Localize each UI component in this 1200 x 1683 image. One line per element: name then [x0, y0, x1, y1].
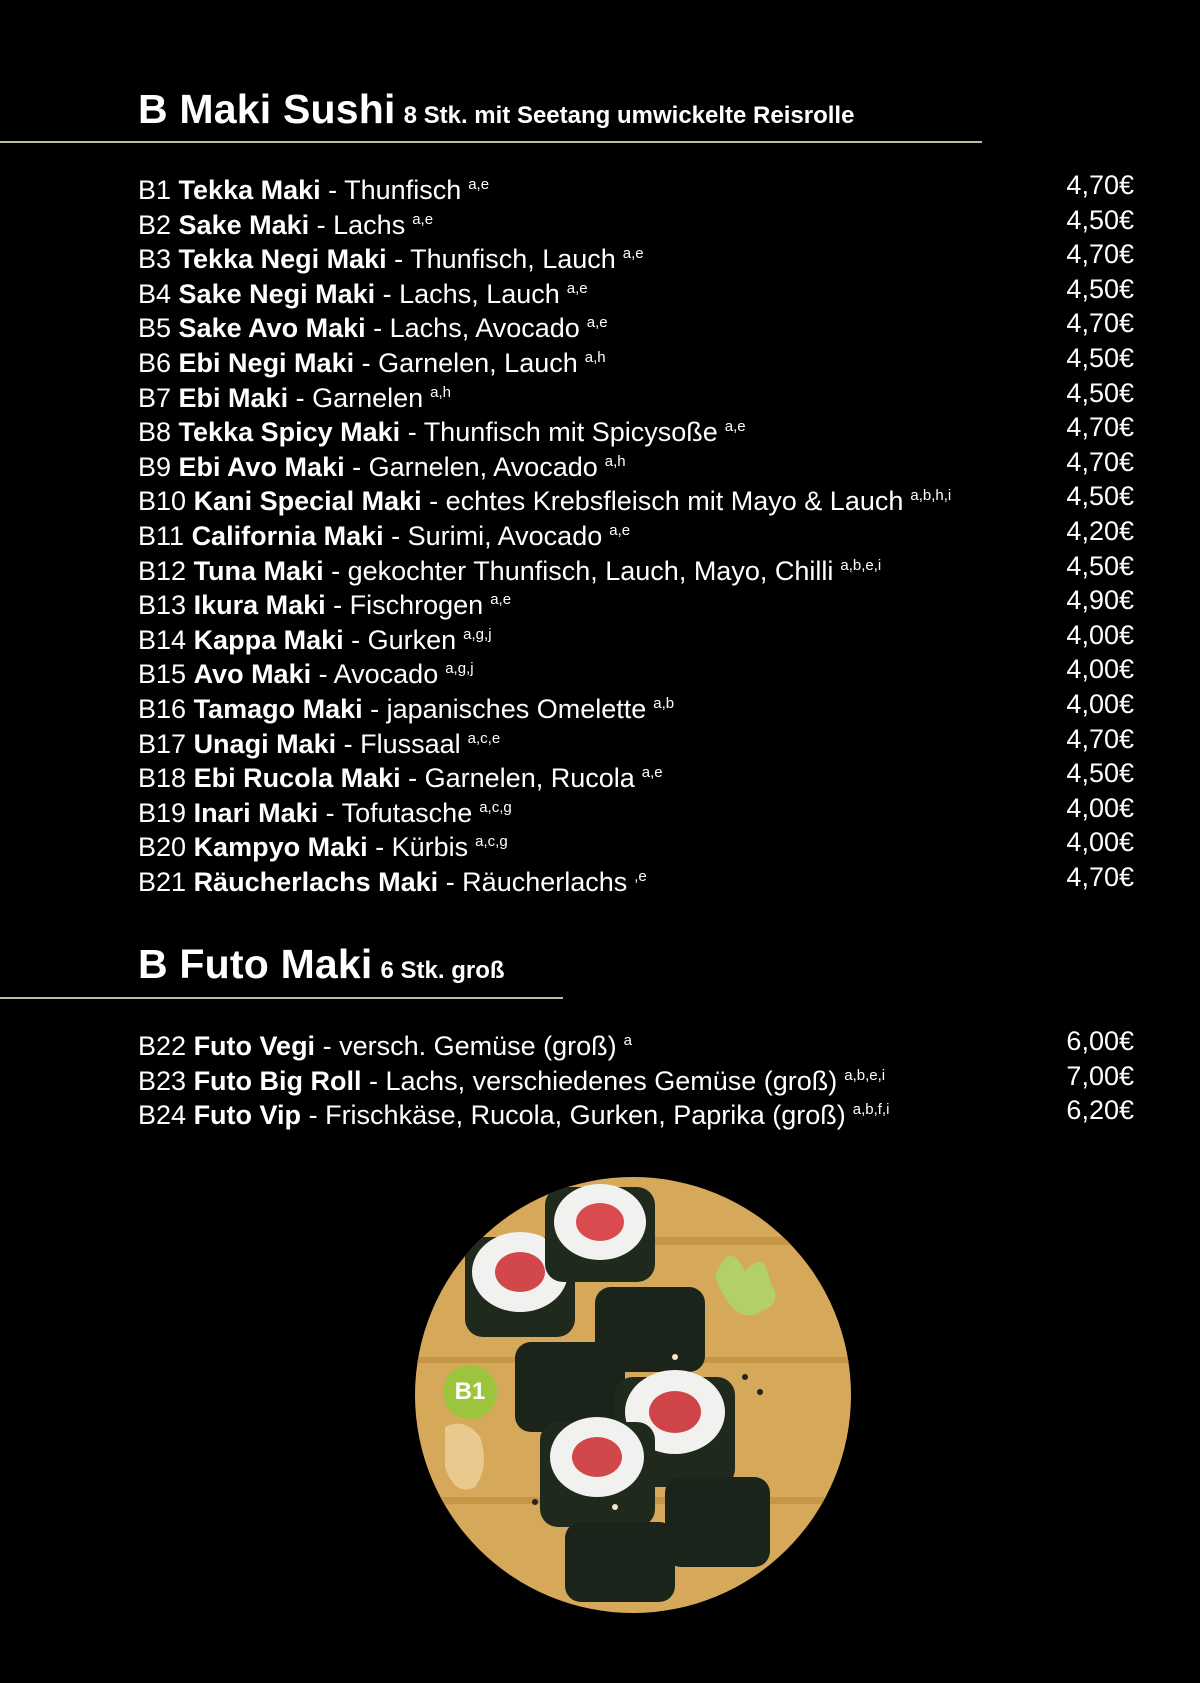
item-allergens: a,g,j: [445, 660, 474, 678]
item-allergens: a,b,h,i: [910, 487, 952, 505]
item-allergens: a,c,e: [467, 729, 501, 747]
item-name: Ebi Avo Maki: [178, 451, 345, 482]
item-price: 6,00€: [1066, 1026, 1134, 1056]
item-description: - Garnelen, Avocado: [352, 451, 598, 482]
item-price: 6,20€: [1066, 1095, 1134, 1126]
item-name: Kampyo Maki: [193, 832, 368, 863]
item-description: - Surimi, Avocado: [391, 520, 603, 551]
menu-item: [138, 410, 1134, 448]
item-name: California Maki: [191, 520, 384, 551]
menu-item: [138, 756, 1134, 794]
item-code: B1: [138, 175, 172, 205]
menu-item: [138, 514, 1134, 549]
item-allergens: a,e: [641, 764, 663, 782]
menu-item: [138, 445, 1134, 480]
item-name: Kappa Maki: [193, 624, 344, 655]
menu-item: [138, 272, 1134, 307]
item-name: Ebi Maki: [178, 382, 289, 413]
item-name: Ebi Negi Maki: [178, 347, 355, 378]
item-name: Ikura Maki: [193, 590, 326, 621]
item-allergens: a,e: [724, 418, 746, 436]
menu-item: [138, 652, 1134, 690]
item-description: - Räucherlachs: [445, 866, 628, 897]
menu-item: [138, 306, 1134, 344]
item-description: - echtes Krebsfleisch mit Mayo & Lauch: [429, 486, 904, 517]
item-code-badge: B1: [443, 1365, 497, 1419]
item-price: 4,70€: [1066, 861, 1134, 892]
item-name: Ebi Rucola Maki: [193, 763, 401, 794]
item-code: B15: [138, 659, 187, 690]
item-name: Inari Maki: [193, 797, 319, 828]
item-code: B19: [138, 797, 187, 828]
menu-item: [138, 1059, 1134, 1094]
item-code: B21: [138, 866, 187, 897]
item-allergens: a: [623, 1032, 632, 1049]
futo-menu-list: [138, 1024, 1134, 1131]
menu-item: [138, 341, 1134, 376]
item-price: 4,70€: [1066, 412, 1134, 443]
section-subtitle: 6 Stk. groß: [380, 957, 505, 984]
item-code: B10: [138, 486, 187, 517]
menu-item: [138, 549, 1134, 584]
item-code: B17: [138, 728, 187, 759]
item-description: - Kürbis: [375, 832, 469, 863]
maki-menu-list: [138, 168, 1134, 897]
item-allergens: a,e: [468, 176, 490, 193]
item-allergens: a,e: [566, 279, 588, 297]
item-description: - Fischrogen: [333, 590, 484, 621]
futo-section-header: [138, 941, 505, 988]
item-description: - versch. Gemüse (groß): [322, 1031, 617, 1061]
item-price: 4,90€: [1066, 585, 1134, 616]
item-code: B8: [138, 417, 172, 448]
item-code: B6: [138, 347, 172, 378]
item-code: B2: [138, 209, 172, 240]
item-description: - Garnelen, Lauch: [361, 347, 578, 378]
item-allergens: a,c,g: [475, 833, 508, 851]
item-description: - Flussaal: [343, 728, 461, 759]
item-allergens: a,h: [430, 383, 452, 401]
menu-item: [138, 479, 1134, 517]
item-allergens: a,e: [412, 210, 434, 228]
item-code: B11: [138, 520, 185, 551]
menu-item: [138, 860, 1134, 895]
item-price: 7,00€: [1066, 1060, 1134, 1091]
item-code: B24: [138, 1100, 187, 1131]
item-price: 4,00€: [1066, 827, 1134, 858]
item-code: B3: [138, 244, 172, 275]
item-description: - Lachs: [316, 209, 406, 240]
item-allergens: a,c,g: [479, 798, 512, 816]
item-allergens: a,h: [604, 452, 626, 470]
menu-item: [138, 376, 1134, 411]
menu-item: [138, 722, 1134, 757]
section-title: B Futo Maki: [138, 941, 373, 987]
item-code: B16: [138, 693, 187, 724]
section-subtitle: 8 Stk. mit Seetang umwickelte Reisrolle: [403, 102, 855, 129]
item-name: Sake Maki: [178, 209, 310, 240]
item-allergens: a,h: [584, 348, 606, 366]
item-price: 4,50€: [1066, 481, 1134, 512]
item-allergens: a,e: [586, 314, 608, 332]
item-price: 4,70€: [1066, 446, 1134, 477]
item-name: Tekka Negi Maki: [178, 244, 387, 275]
item-code: B14: [138, 624, 187, 655]
item-name: Tekka Spicy Maki: [178, 417, 401, 448]
item-allergens: a,b,f,i: [852, 1101, 890, 1119]
item-code: B12: [138, 555, 187, 586]
item-code: B4: [138, 278, 172, 309]
item-code: B20: [138, 832, 187, 863]
item-description: - Lachs, Avocado: [373, 313, 580, 344]
item-name: Tamago Maki: [193, 693, 363, 724]
item-price: 4,70€: [1066, 723, 1134, 754]
item-description: - Thunfisch: [328, 175, 462, 205]
menu-item: [138, 1093, 1134, 1131]
item-description: - Lachs, Lauch: [382, 278, 560, 309]
item-price: 4,00€: [1066, 654, 1134, 685]
item-price: 4,50€: [1066, 204, 1134, 235]
item-price: 4,20€: [1066, 515, 1134, 546]
item-allergens: a,e: [490, 591, 512, 609]
item-price: 4,50€: [1066, 342, 1134, 373]
menu-item: [138, 583, 1134, 621]
item-description: - Garnelen, Rucola: [408, 763, 635, 794]
item-allergens: a,b: [653, 694, 675, 712]
maki-section-header: [138, 86, 854, 133]
item-description: - Frischkäse, Rucola, Gurken, Paprika (groß): [308, 1100, 846, 1131]
item-price: 4,00€: [1066, 792, 1134, 823]
menu-item: [138, 687, 1134, 722]
section-divider: [0, 997, 563, 999]
item-allergens: a,e: [622, 245, 644, 263]
item-description: - Thunfisch mit Spicysoße: [407, 417, 718, 448]
item-description: - Lachs, verschiedenes Gemüse (groß): [369, 1065, 838, 1096]
item-price: 4,00€: [1066, 619, 1134, 650]
item-name: Tuna Maki: [193, 555, 324, 586]
item-description: - gekochter Thunfisch, Lauch, Mayo, Chilli: [331, 555, 834, 586]
item-name: Tekka Maki: [178, 175, 321, 205]
item-description: - japanisches Omelette: [370, 693, 647, 724]
item-description: - Thunfisch, Lauch: [394, 244, 616, 275]
item-name: Futo Vegi: [193, 1031, 316, 1061]
item-price: 4,00€: [1066, 688, 1134, 719]
item-allergens: ,e: [634, 867, 647, 885]
item-allergens: a,g,j: [463, 625, 492, 643]
item-price: 4,50€: [1066, 273, 1134, 304]
item-code: B13: [138, 590, 187, 621]
item-price: 4,70€: [1066, 308, 1134, 339]
item-description: - Garnelen: [295, 382, 424, 413]
item-name: Sake Negi Maki: [178, 278, 376, 309]
item-name: Sake Avo Maki: [178, 313, 366, 344]
item-price: 4,50€: [1066, 377, 1134, 408]
item-allergens: a,e: [609, 521, 631, 539]
item-name: Avo Maki: [193, 659, 312, 690]
item-code: B9: [138, 451, 172, 482]
item-price: 4,70€: [1066, 170, 1134, 200]
item-price: 4,50€: [1066, 550, 1134, 581]
section-title: B Maki Sushi: [138, 86, 396, 132]
item-allergens: a,b,e,i: [844, 1066, 886, 1084]
menu-item: [138, 1024, 1134, 1059]
item-name: Futo Vip: [193, 1100, 302, 1131]
item-code: B7: [138, 382, 172, 413]
menu-item: [138, 825, 1134, 863]
menu-item: [138, 203, 1134, 238]
item-code: B22: [138, 1031, 187, 1061]
menu-item: [138, 168, 1134, 203]
item-code: B18: [138, 763, 187, 794]
item-description: - Avocado: [318, 659, 439, 690]
item-code: B23: [138, 1065, 187, 1096]
item-name: Futo Big Roll: [193, 1065, 362, 1096]
menu-item: [138, 237, 1134, 275]
item-allergens: a,b,e,i: [840, 556, 882, 574]
item-description: - Gurken: [351, 624, 457, 655]
menu-item: [138, 618, 1134, 653]
item-name: Unagi Maki: [193, 728, 337, 759]
item-name: Kani Special Maki: [193, 486, 422, 517]
menu-item: [138, 791, 1134, 826]
section-divider: [0, 141, 982, 143]
item-name: Räucherlachs Maki: [193, 866, 439, 897]
item-description: - Tofutasche: [325, 797, 473, 828]
item-price: 4,70€: [1066, 239, 1134, 270]
item-code: B5: [138, 313, 172, 344]
item-price: 4,50€: [1066, 758, 1134, 789]
